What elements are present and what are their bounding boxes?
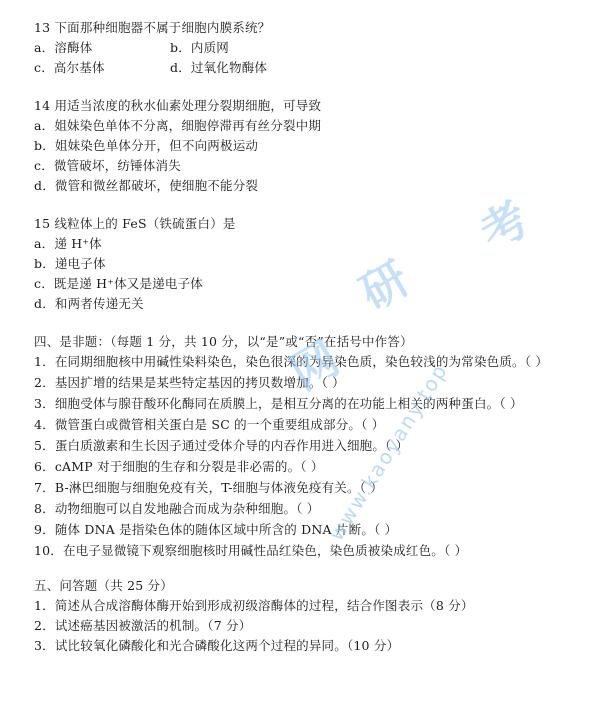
watermark-char-3: 网 [281, 330, 348, 401]
essay-item-2: 2．试述癌基因被激活的机制。（7 分） [34, 618, 252, 633]
q13-option-c: c．高尔基体 [34, 60, 105, 75]
tf-item-2: 2．基因扩增的结果是某些特定基因的拷贝数增加。（ ） [34, 375, 345, 390]
q13-option-d: d．过氧化物酶体 [170, 60, 268, 75]
tf-item-9: 9．随体 DNA 是指染色体的随体区域中所含的 DNA 片断。（ ） [34, 522, 398, 537]
tf-item-7: 7．B-淋巴细胞与细胞免疫有关，T-细胞与体液免疫有关。（ ） [34, 480, 383, 495]
q15-option-a: a．递 H⁺体 [34, 236, 102, 251]
q13-option-b: b．内质网 [170, 40, 230, 55]
q14-option-d: d．微管和微丝都破坏，使细胞不能分裂 [34, 178, 259, 193]
q14-option-a: a．姐妹染色单体不分离，细胞停滞再有丝分裂中期 [34, 118, 322, 133]
tf-item-4: 4．微管蛋白或微管相关蛋白是 SC 的一个重要组成部分。（ ） [34, 417, 385, 432]
tf-item-1: 1．在同期细胞核中用碱性染料染色，染色很深的为异染色质，染色较浅的为常染色质。（ ） [34, 354, 549, 369]
essay-item-3: 3．试比较氧化磷酸化和光合磷酸化这两个过程的异同。（10 分） [34, 638, 400, 653]
tf-item-6: 6．cAMP 对于细胞的生存和分裂是非必需的。（ ） [34, 459, 324, 474]
watermark-char-1: 考 [471, 190, 538, 261]
watermark-url: www.kaoyany.top [324, 358, 453, 545]
section4-heading: 四、是非题：（每题 1 分，共 10 分，以“是”或“否”在括号中作答） [34, 334, 413, 349]
q14-stem: 14 用适当浓度的秋水仙素处理分裂期细胞，可导致 [34, 98, 322, 113]
q13-option-a [34, 40, 92, 56]
tf-item-10: 10．在电子显微镜下观察细胞核时用碱性品红染色，染色质被染成红色。（ ） [34, 543, 468, 558]
q15-option-b: b．递电子体 [34, 256, 106, 271]
q15-option-c: c．既是递 H⁺体又是递电子体 [34, 276, 203, 291]
watermark-char-2: 研 [351, 250, 418, 321]
q14-option-c: c．微管破坏，纺锤体消失 [34, 158, 181, 173]
tf-item-3: 3．细胞受体与腺苷酸环化酶同在质膜上，是相互分离的在功能上相关的两种蛋白。（ ） [34, 396, 523, 411]
q13-stem: 13 下面那种细胞器不属于细胞内膜系统？ [34, 20, 271, 35]
section5-heading: 五、问答题（共 25 分） [34, 578, 173, 593]
q14-option-b: b．姐妹染色单体分开，但不向两极运动 [34, 138, 259, 153]
q15-option-d: d．和两者传递无关 [34, 296, 144, 311]
q13-option-a-text: a．溶酶体 [34, 40, 93, 55]
essay-item-1: 1．简述从合成溶酶体酶开始到形成初级溶酶体的过程，结合作图表示（8 分） [34, 598, 474, 613]
tf-item-8: 8．动物细胞可以自发地融合而成为杂种细胞。（ ） [34, 501, 320, 516]
tf-item-5: 5．蛋白质激素和生长因子通过受体介导的内吞作用进入细胞。（ ） [34, 438, 409, 453]
q15-stem: 15 线粒体上的 FeS（铁硫蛋白）是 [34, 216, 236, 231]
